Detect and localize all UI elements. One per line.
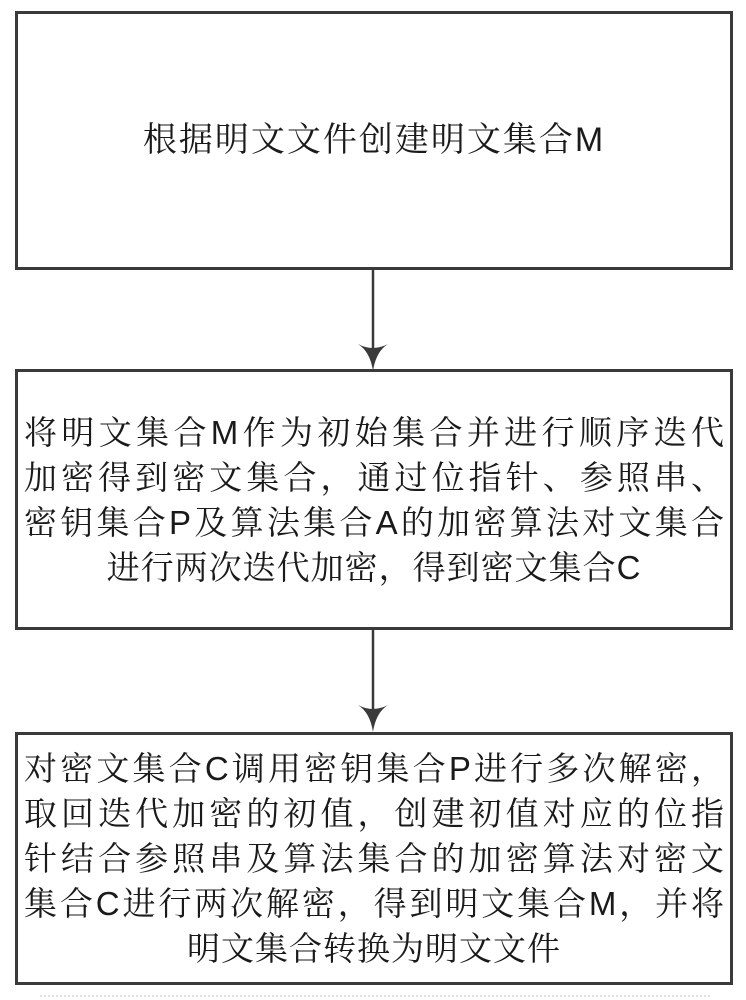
down-arrow-icon [357,630,389,732]
flow-step-1-box [15,11,733,270]
flow-step-2-box [15,369,733,630]
flow-step-3-text-line: 针结合参照串及算法集合的加密算法对密文 [24,840,724,877]
scan-artifact-line [40,995,710,997]
down-arrow-icon [357,270,389,371]
flow-step-3-text-line: 对密文集合C调用密钥集合P进行多次解密， [24,750,724,787]
flow-step-3-text-line: 集合C进行两次解密，得到明文集合M，并将 [24,885,724,922]
flow-step-2-text-line: 进行两次迭代加密，得到密文集合C [106,548,642,586]
flow-step-3-text-line: 取回迭代加密的初值，创建初值对应的位指 [24,795,724,832]
arrow-head [358,705,388,732]
flow-step-3-text-line: 明文集合转换为明文文件 [187,930,561,967]
flow-step-2-text-line: 加密得到密文集合，通过位指针、参照串、 [24,458,724,496]
flow-step-3-box [15,732,733,985]
arrow-head [358,344,388,371]
flow-step-2-text-line: 密钥集合P及算法集合A的加密算法对文集合 [24,503,724,541]
flow-step-1-text: 根据明文文件创建明文集合M [142,121,606,159]
flow-step-2-text-line: 将明文集合M作为初始集合并进行顺序迭代 [24,413,724,451]
